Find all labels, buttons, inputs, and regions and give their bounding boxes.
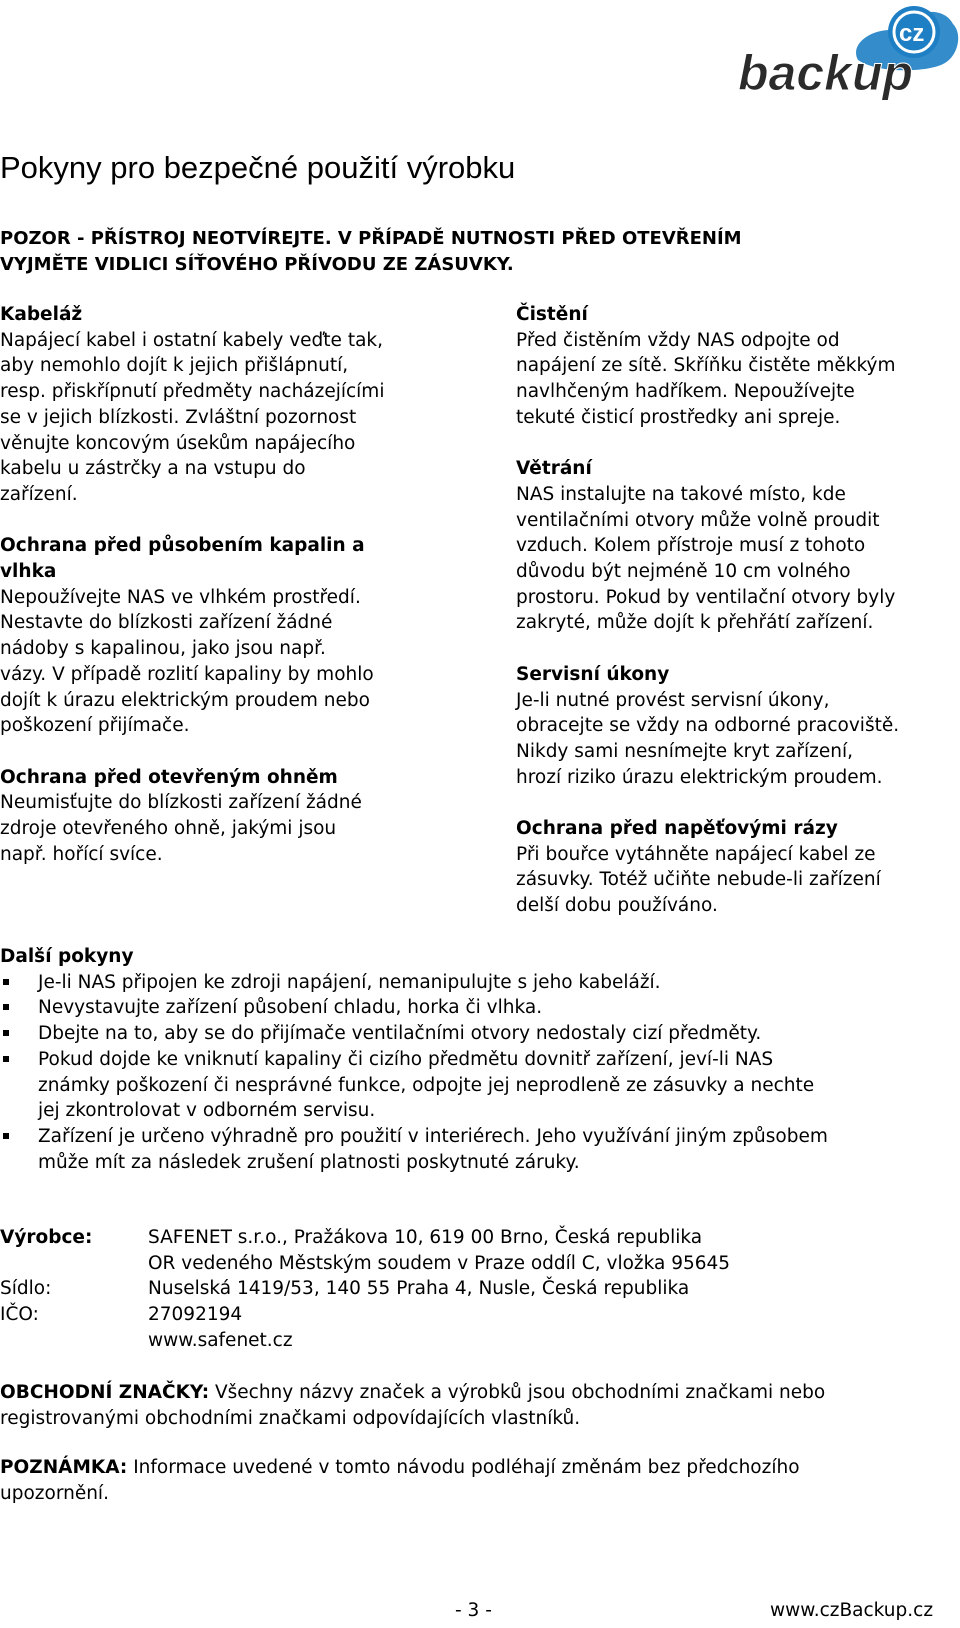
note-text: Informace uvedené v tomto návodu podléhají změnám bez předchozího bbox=[127, 1457, 800, 1478]
list-item-line: Dbejte na to, aby se do přijímače ventilačními otvory nedostaly cizí předměty. bbox=[38, 1023, 762, 1045]
bullet-icon bbox=[3, 1056, 9, 1062]
left-column bbox=[0, 302, 470, 893]
list-item-line: Pokud dojde ke vniknutí kapaliny či cizího předmětu dovnitř zařízení, jeví-li NAS bbox=[38, 1048, 774, 1070]
section-line: např. hořící svíce. bbox=[0, 843, 163, 865]
section-heading: Ochrana před otevřeným ohněm bbox=[0, 766, 338, 788]
bullet-icon bbox=[3, 1004, 9, 1010]
section-line: vzduch. Kolem přístroje musí z tohoto bbox=[516, 535, 866, 557]
logo-badge-text: cz bbox=[899, 20, 925, 47]
page-number: - 3 - bbox=[455, 1600, 492, 1621]
warning-line: POZOR - PŘÍSTROJ NEOTVÍREJTE. V PŘÍPADĚ NUTNOSTI PŘED OTEVŘENÍM bbox=[0, 228, 742, 249]
trademark-text: Všechny názvy značek a výrobků jsou obchodními značkami nebo bbox=[209, 1382, 826, 1403]
instruction-list bbox=[0, 970, 960, 1176]
manufacturer-value: SAFENET s.r.o., Pražákova 10, 619 00 Brno, Česká republika bbox=[148, 1227, 703, 1248]
section-servis bbox=[516, 662, 956, 791]
section-line: se v jejich blízkosti. Zvláštní pozornost bbox=[0, 406, 357, 428]
section-dalsi-pokyny bbox=[0, 944, 960, 1175]
bullet-icon bbox=[3, 979, 9, 985]
section-line: Je-li nutné provést servisní úkony, bbox=[516, 689, 830, 711]
trademark-text: registrovanými obchodními značkami odpovídajících vlastníků. bbox=[0, 1407, 581, 1429]
section-line: ventilačními otvory může volně proudit bbox=[516, 509, 880, 531]
section-line: dojít k úrazu elektrickým proudem nebo bbox=[0, 689, 370, 711]
list-item-line: známky poškození či nesprávné funkce, odpojte jej neprodleně ze zásuvky a nechte bbox=[38, 1074, 815, 1096]
manufacturer-web: www.safenet.cz bbox=[148, 1329, 293, 1351]
section-line: resp. přiskřípnutí předměty nacházejícími bbox=[0, 381, 385, 403]
note-text: upozornění. bbox=[0, 1482, 109, 1504]
section-kapaliny bbox=[0, 533, 470, 739]
right-column bbox=[516, 302, 956, 945]
backup-logo bbox=[738, 2, 960, 102]
warning-notice bbox=[0, 226, 742, 278]
section-heading: Ochrana před působením kapalin a bbox=[0, 535, 365, 557]
section-line: zásuvky. Totéž učiňte nebude-li zařízení bbox=[516, 869, 881, 891]
section-line: vázy. V případě rozlití kapaliny by mohlo bbox=[0, 663, 374, 685]
section-line: věnujte koncovým úsekům napájecího bbox=[0, 432, 356, 454]
list-item bbox=[0, 1021, 960, 1047]
section-line: Nepoužívejte NAS ve vlhkém prostředí. bbox=[0, 586, 361, 608]
section-line: NAS instalujte na takové místo, kde bbox=[516, 483, 846, 505]
register-value: OR vedeného Městským soudem v Praze oddíl C, vložka 95645 bbox=[148, 1252, 731, 1274]
list-item-line: jej zkontrolovat v odborném servisu. bbox=[38, 1100, 376, 1122]
section-line: tekuté čisticí prostředky ani spreje. bbox=[516, 406, 841, 428]
list-item-line: Zařízení je určeno výhradně pro použití v interiérech. Jeho využívání jiným způsobem bbox=[38, 1125, 828, 1147]
section-line: prostoru. Pokud by ventilační otvory byly bbox=[516, 586, 896, 608]
section-line: důvodu být nejméně 10 cm volného bbox=[516, 561, 851, 583]
manufacturer-info bbox=[0, 1225, 730, 1354]
section-line: nádoby s kapalinou, jako jsou např. bbox=[0, 638, 326, 660]
section-line: delší dobu používáno. bbox=[516, 895, 718, 917]
section-line: Neumisťujte do blízkosti zařízení žádné bbox=[0, 792, 362, 814]
section-line: obracejte se vždy na odborné pracoviště. bbox=[516, 715, 900, 737]
note bbox=[0, 1455, 960, 1506]
section-line: kabelu u zástrčky a na vstupu do bbox=[0, 458, 306, 480]
seat-label: Sídlo: bbox=[0, 1278, 52, 1300]
logo-text: backup bbox=[738, 45, 914, 101]
section-heading: Kabeláž bbox=[0, 304, 83, 325]
section-heading: Servisní úkony bbox=[516, 663, 670, 685]
list-item bbox=[0, 970, 960, 996]
section-ohen bbox=[0, 765, 470, 868]
section-heading: vlhka bbox=[0, 561, 57, 583]
section-heading: Větrání bbox=[516, 458, 592, 480]
section-line: zdroje otevřeného ohně, jakými jsou bbox=[0, 818, 337, 840]
list-item bbox=[0, 1124, 960, 1175]
section-cisteni bbox=[516, 302, 956, 431]
list-item-line: Nevystavujte zařízení působení chladu, horka či vlhka. bbox=[38, 997, 543, 1019]
section-heading: Čistění bbox=[516, 304, 588, 325]
list-item bbox=[0, 995, 960, 1021]
list-item-line: může mít za následek zrušení platnosti poskytnuté záruky. bbox=[38, 1151, 580, 1173]
section-line: Při bouřce vytáhněte napájecí kabel ze bbox=[516, 843, 876, 865]
section-line: zakryté, může dojít k přehřátí zařízení. bbox=[516, 612, 874, 634]
list-item-line: Je-li NAS připojen ke zdroji napájení, nemanipulujte s jeho kabeláží. bbox=[38, 971, 661, 993]
section-line: Nestavte do blízkosti zařízení žádné bbox=[0, 612, 333, 634]
bullet-icon bbox=[3, 1133, 9, 1139]
seat-value: Nuselská 1419/53, 140 55 Praha 4, Nusle, Česká republika bbox=[148, 1278, 690, 1300]
section-line: Napájecí kabel i ostatní kabely veďte tak, bbox=[0, 329, 383, 351]
warning-line: VYJMĚTE VIDLICI SÍŤOVÉHO PŘÍVODU ZE ZÁSUVKY. bbox=[0, 254, 514, 275]
section-heading: Ochrana před napěťovými rázy bbox=[516, 818, 838, 840]
section-line: Před čistěním vždy NAS odpojte od bbox=[516, 329, 840, 351]
footer-website: www.czBackup.cz bbox=[770, 1600, 934, 1621]
section-razy bbox=[516, 816, 956, 919]
manufacturer-label: Výrobce: bbox=[0, 1227, 93, 1248]
bullet-icon bbox=[3, 1030, 9, 1036]
ico-label: IČO: bbox=[0, 1304, 39, 1326]
section-line: napájení ze sítě. Skříňku čistěte měkkým bbox=[516, 355, 896, 377]
section-line: zařízení. bbox=[0, 483, 78, 505]
section-line: navlhčeným hadříkem. Nepoužívejte bbox=[516, 381, 855, 403]
section-heading: Další pokyny bbox=[0, 946, 134, 967]
list-item bbox=[0, 1047, 960, 1124]
section-line: poškození přijímače. bbox=[0, 715, 190, 737]
section-line: Nikdy sami nesnímejte kryt zařízení, bbox=[516, 740, 853, 762]
trademark-notice bbox=[0, 1380, 960, 1431]
section-vetrani bbox=[516, 456, 956, 636]
section-line: aby nemohlo dojít k jejich přišlápnutí, bbox=[0, 355, 349, 377]
trademark-label: OBCHODNÍ ZNAČKY: bbox=[0, 1382, 210, 1403]
section-line: hrozí riziko úrazu elektrickým proudem. bbox=[516, 766, 883, 788]
page-title: Pokyny pro bezpečné použití výrobku bbox=[0, 150, 516, 185]
ico-value: 27092194 bbox=[148, 1304, 243, 1326]
note-label: POZNÁMKA: bbox=[0, 1457, 128, 1478]
section-kabelaz bbox=[0, 302, 470, 508]
